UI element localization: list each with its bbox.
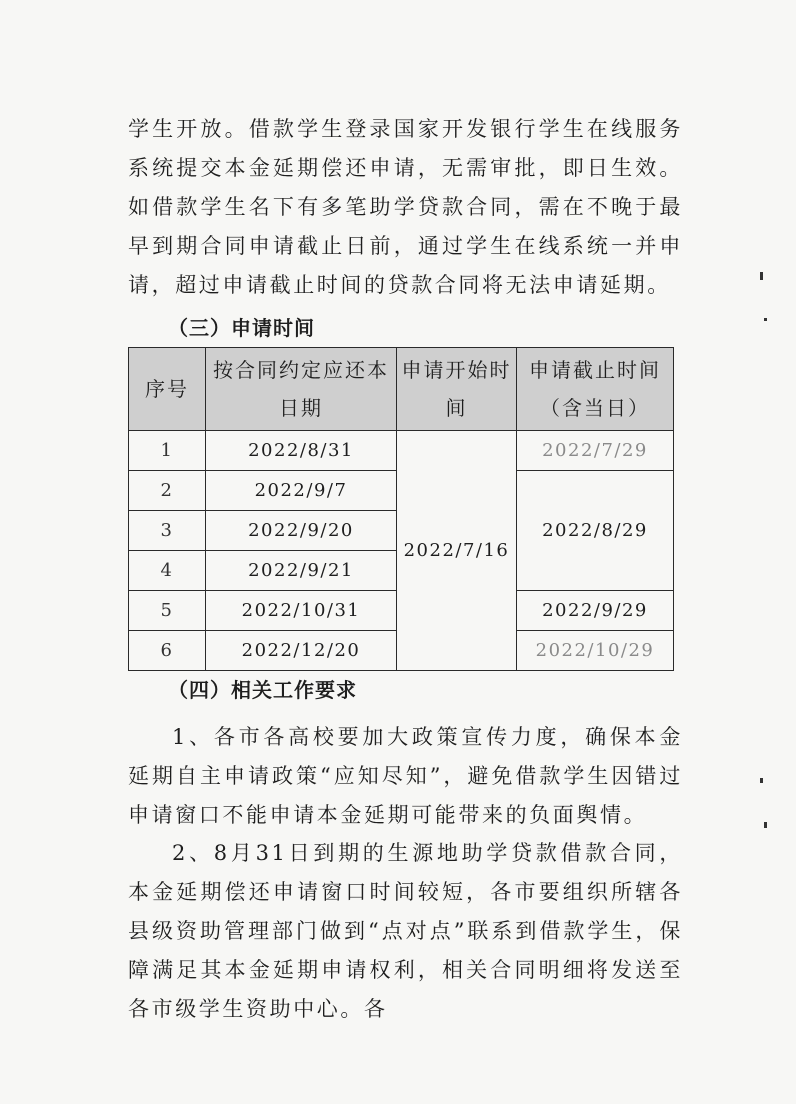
table-header-row [129, 348, 674, 431]
row-seq: 2 [129, 471, 206, 511]
scan-mark [764, 822, 767, 828]
deadline-cell: 2022/9/29 [517, 591, 674, 631]
paragraph-3: 2、8月31日到期的生源地助学贷款借款合同，本金延期偿还申请窗口时间较短，各市要组织所辖各县级资助管理部门做到“点对点”联系到借款学生，保障满足其本金延期申请权利，相关合同明细将发送至各市级学生资助中心。各 [128, 841, 683, 1021]
section-3-heading: （三）申请时间 [168, 316, 315, 340]
paragraph-2: 1、各市各高校要加大政策宣传力度，确保本金延期自主申请政策“应知尽知”，避免借款学生因错过申请窗口不能申请本金延期可能带来的负面舆情。 [128, 725, 683, 827]
scan-mark [760, 272, 763, 280]
deadline-cell: 2022/10/29 [517, 631, 674, 671]
header-start-time: 申请开始时间 [397, 348, 517, 431]
row-seq: 1 [129, 431, 206, 471]
deadline-cell: 2022/8/29 [517, 471, 674, 591]
deadline-cell: 2022/7/29 [517, 431, 674, 471]
row-due-date: 2022/9/7 [206, 471, 397, 511]
table-row [129, 431, 674, 471]
row-due-date: 2022/10/31 [206, 591, 397, 631]
row-due-date: 2022/12/20 [206, 631, 397, 671]
header-seq: 序号 [129, 348, 206, 431]
row-due-date: 2022/9/20 [206, 511, 397, 551]
application-time-table [128, 347, 674, 671]
paragraph-1: 学生开放。借款学生登录国家开发银行学生在线服务系统提交本金延期偿还申请，无需审批，即日生效。如借款学生名下有多笔助学贷款合同，需在不晚于最早到期合同申请截止日前，通过学生在线系统一并申请，超过申请截止时间的贷款合同将无法申请延期。 [128, 117, 683, 297]
row-seq: 6 [129, 631, 206, 671]
section-4-heading: （四）相关工作要求 [168, 678, 357, 702]
row-due-date: 2022/8/31 [206, 431, 397, 471]
row-due-date: 2022/9/21 [206, 551, 397, 591]
row-seq: 3 [129, 511, 206, 551]
scan-mark [760, 778, 763, 783]
header-deadline: 申请截止时间（含当日） [517, 348, 674, 431]
scan-mark [764, 318, 767, 321]
row-seq: 4 [129, 551, 206, 591]
start-date-cell: 2022/7/16 [397, 431, 517, 671]
header-due-date: 按合同约定应还本日期 [206, 348, 397, 431]
row-seq: 5 [129, 591, 206, 631]
